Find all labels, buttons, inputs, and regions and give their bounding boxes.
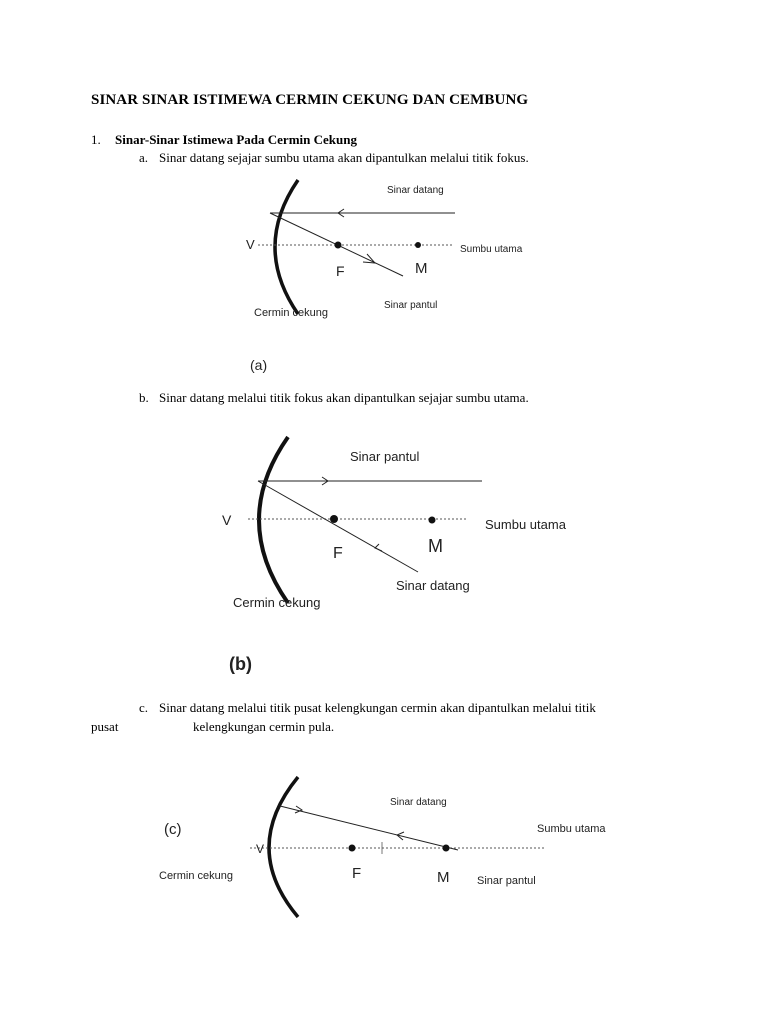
figure-c-label-sinar-pantul: Sinar pantul <box>477 875 536 887</box>
figure-a-label-f: F <box>336 263 345 279</box>
figure-c-caption: (c) <box>164 821 182 838</box>
figure-c-center-point <box>443 845 450 852</box>
figure-c-label-f: F <box>352 865 362 882</box>
figure-b-mirror <box>259 437 288 603</box>
figure-a-caption: (a) <box>250 357 268 373</box>
item-c-text-line2-right: kelengkungan cermin pula. <box>193 719 335 734</box>
figure-b-label-sinar-datang: Sinar datang <box>396 578 470 593</box>
figure-b-caption: (b) <box>229 654 252 674</box>
figure-a-center-point <box>415 242 421 248</box>
figure-a-reflected-arrow <box>363 254 375 263</box>
figure-b <box>222 437 567 674</box>
figure-a-mirror <box>275 180 298 314</box>
figure-a-label-sinar-datang: Sinar datang <box>387 185 444 196</box>
figure-a-label-v: V <box>246 237 255 252</box>
figure-a-label-cermin: Cermin cekung <box>254 307 328 319</box>
figure-a <box>246 180 523 373</box>
figure-a-label-sinar-pantul: Sinar pantul <box>384 300 438 311</box>
figure-b-focus-point <box>330 515 338 523</box>
item-c-marker: c. <box>139 700 149 715</box>
figure-a-label-sumbu-utama: Sumbu utama <box>460 244 523 255</box>
figure-b-label-cermin: Cermin cekung <box>233 595 321 610</box>
figure-c-focus-point <box>349 845 356 852</box>
figure-a-label-m: M <box>415 260 428 277</box>
figure-c-mirror <box>269 777 298 917</box>
document-title: SINAR SINAR ISTIMEWA CERMIN CEKUNG DAN CEMBUNG <box>91 92 529 108</box>
section-heading: Sinar-Sinar Istimewa Pada Cermin Cekung <box>115 132 357 147</box>
figure-b-label-f: F <box>333 545 343 562</box>
figure-c-label-sinar-datang: Sinar datang <box>390 797 447 808</box>
figure-c-label-v: V <box>256 842 265 856</box>
figure-c-label-cermin: Cermin cekung <box>159 870 233 882</box>
figure-b-label-v: V <box>222 512 232 528</box>
figure-a-focus-point <box>335 242 342 249</box>
figure-b-label-m: M <box>428 536 443 556</box>
item-a-marker: a. <box>139 150 149 165</box>
section-number: 1. <box>91 132 101 147</box>
figure-b-center-point <box>429 517 436 524</box>
figure-c-label-m: M <box>437 869 450 886</box>
figure-b-incident-arrow <box>375 544 382 551</box>
item-c-text-line2-left: pusat <box>91 719 119 734</box>
item-b-marker: b. <box>139 390 149 405</box>
item-b-text: Sinar datang melalui titik fokus akan dipantulkan sejajar sumbu utama. <box>159 390 529 405</box>
figure-c <box>159 777 606 917</box>
item-a-text: Sinar datang sejajar sumbu utama akan dipantulkan melalui titik fokus. <box>159 150 529 165</box>
figure-b-label-sumbu-utama: Sumbu utama <box>485 517 566 532</box>
figure-c-ray <box>280 806 458 850</box>
figure-c-label-sumbu-utama: Sumbu utama <box>537 823 606 835</box>
item-c-text-line1: Sinar datang melalui titik pusat kelengkungan cermin akan dipantulkan melalui titik <box>159 700 596 715</box>
figure-b-label-sinar-pantul: Sinar pantul <box>350 449 420 464</box>
